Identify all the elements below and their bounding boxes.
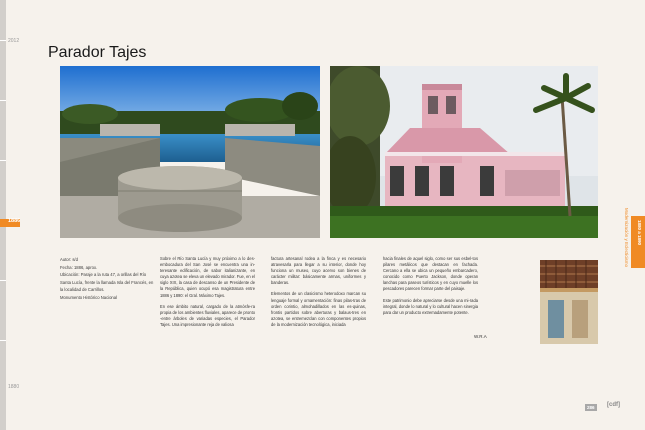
timeline-tick [0,340,6,341]
timeline-year-current: 1886 [8,218,21,224]
meta-author: Autor: s/d [60,257,78,262]
author-signature: W.R.A [474,334,487,339]
meta-location-2: Santa Lucía, frente la llamada Isla del Francés, en [60,279,154,285]
parador-building-photo [330,66,598,238]
timeline-tick [0,280,6,281]
page-number: 286 [587,405,595,410]
timeline-tick [0,40,6,41]
section-tab-label: 1880 a 1890 [637,220,642,246]
metadata-block [60,256,155,302]
paragraph: hacia finales de aquel siglo, como ser sus esbel-tos pilares metálicos que destacan en fachada. Cercano a ella se ubica un pequeño embarcadero, conocido como Puerto Jackson, donde operan lanchas para paseos turísticos y en cuyo muelle los pescadores parecen formar parte del paisaje. [383,256,478,292]
page-title: Parador Tajes [48,43,147,61]
timeline-year-bottom: 1880 [8,384,20,390]
body-column-3 [383,256,478,321]
timeline-bar [0,0,6,430]
paragraph: Sobre el Río Santa Lucía y muy próximo a lo des-embocadura del San José se encuentra una in-teresante edificación, de sabor italianizante, en cuya azotea se eleva un elevado mirador. Fue, en el siglo XIX, la casa de descanso de un Presidente de la República, quien ocupó esa magistratura entre 1886 y 1890: el Gral. Máximo Tajes. [160,256,255,298]
meta-date: Fecha: 1886, aprox. [60,264,98,270]
timeline-tick [0,100,6,101]
timeline-tick [0,160,6,161]
paragraph: En ese ámbito natural, cargado de la atmósfe-ra propia de los ambientes fluviales, aparece de pronto -entre árboles de variadas especies, el Parador Tajes. Una impresionante reja de valiosa [160,303,255,327]
meta-status: Monumento Histórico Nacional [60,294,118,300]
fountain-photo [60,66,320,238]
ceiling-detail-photo [540,260,598,344]
section-tab-sublabel: Modernización y Eclecticismo [624,208,629,268]
publisher-logo: [cdf] [607,402,620,408]
body-column-2 [271,256,366,333]
timeline-year-top: 2012 [8,38,20,44]
paragraph: Este patrimonio debe apreciarse desde una mi-rada integral, donde lo natural y lo cultural hacen sinergia para dar un producto extremadamente potente. [383,297,478,315]
body-column-1 [160,256,255,333]
meta-location-1: Ubicación: Paraje a la ruta 47, a orillas del Río [60,272,147,278]
paragraph: factura artesanal rodea a la finca y es necesario atravesarla para llegar a su interior, donde hoy funciona un museo, cuyo acervo son bienes de carácter militar: básicamente armas, uniformes y banderas. [271,256,366,286]
meta-location-3: la localidad de Carrillos. [60,287,105,293]
paragraph: Elementos de un clasicismo heterodoxo marcan su lenguaje formal y ornamentación: finas pilas-tras de orden corintio, almohadillados en las es-quinas, frontis partidos sobre aberturas y balaus-tres en azotea, se entremezclan con componentes propios de la modernización tecnológica, iniciada [271,291,366,327]
